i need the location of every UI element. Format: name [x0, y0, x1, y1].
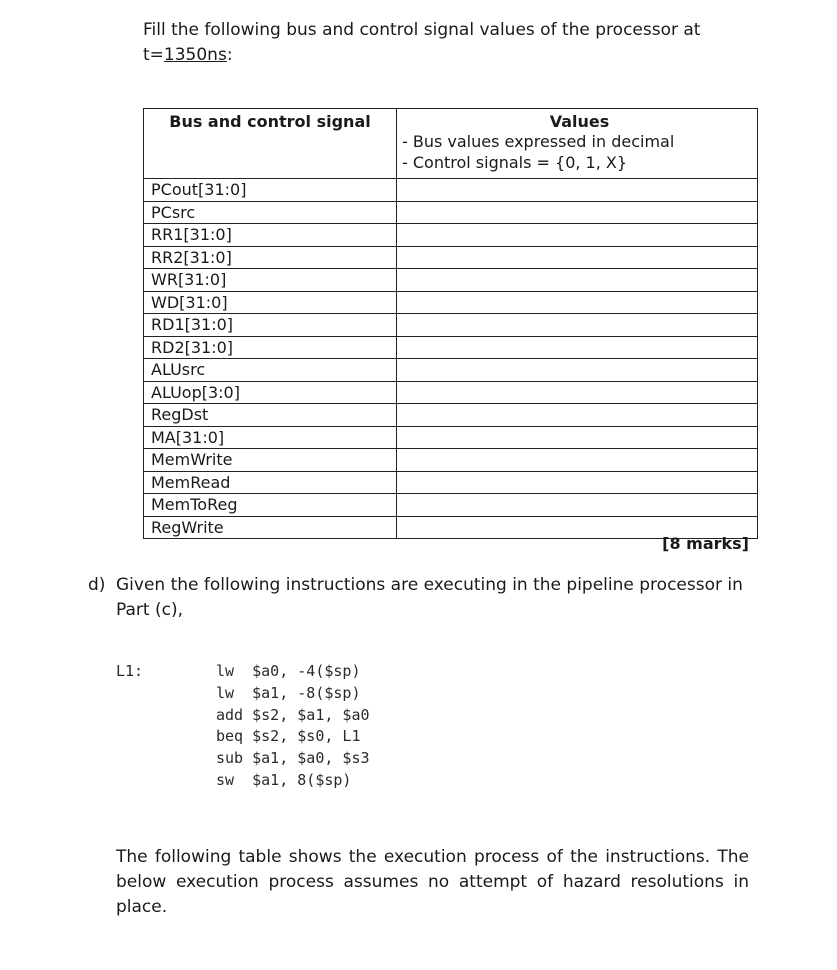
signal-name: RD1[31:0]	[144, 314, 397, 337]
table-row	[144, 179, 758, 202]
outro-text: The following table shows the execution process of the instructions. The below execution process assumes no attempt of hazard resolutions in place.	[116, 847, 749, 917]
signal-name: PCsrc	[144, 201, 397, 224]
signal-rows	[144, 179, 758, 539]
header-signal: Bus and control signal	[144, 109, 397, 179]
signal-value[interactable]	[397, 269, 758, 292]
table-row	[144, 314, 758, 337]
code-line: lw $a0, -4($sp)	[216, 662, 361, 680]
table-row	[144, 269, 758, 292]
signal-value[interactable]	[397, 246, 758, 269]
signal-name: MemWrite	[144, 449, 397, 472]
signal-table	[143, 108, 758, 539]
code-lines	[216, 661, 370, 792]
table-row	[144, 381, 758, 404]
signal-name: RD2[31:0]	[144, 336, 397, 359]
signal-value[interactable]	[397, 449, 758, 472]
header-note-1: - Bus values expressed in decimal	[402, 132, 675, 151]
table-row	[144, 494, 758, 517]
code-block	[116, 661, 370, 792]
signal-value[interactable]	[397, 179, 758, 202]
signal-name: ALUop[3:0]	[144, 381, 397, 404]
signal-value[interactable]	[397, 381, 758, 404]
header-values-cell	[397, 109, 758, 179]
table-row	[144, 404, 758, 427]
time-suffix: :	[226, 45, 233, 65]
header-values: Values	[549, 112, 610, 131]
signal-name: RegDst	[144, 404, 397, 427]
signal-value[interactable]	[397, 494, 758, 517]
signal-name: RegWrite	[144, 516, 397, 539]
time-prefix: t=	[143, 45, 164, 65]
header-note-2: - Control signals = {0, 1, X}	[402, 153, 628, 172]
code-line: add $s2, $a1, $a0	[216, 705, 370, 724]
code-line: lw $a1, -8($sp)	[216, 683, 361, 702]
part-d-letter: d)	[88, 575, 106, 595]
part-d-text: Given the following instructions are executing in the pipeline processor in Part (c),	[116, 575, 743, 620]
signal-value[interactable]	[397, 359, 758, 382]
signal-value[interactable]	[397, 224, 758, 247]
signal-name: WD[31:0]	[144, 291, 397, 314]
marks-label: [8 marks]	[662, 534, 749, 553]
time-value: 1350ns	[163, 45, 227, 65]
code-line: beq $s2, $s0, L1	[216, 727, 361, 746]
signal-value[interactable]	[397, 314, 758, 337]
signal-name: MA[31:0]	[144, 426, 397, 449]
signal-name: RR2[31:0]	[144, 246, 397, 269]
table-row	[144, 291, 758, 314]
signal-name: RR1[31:0]	[144, 224, 397, 247]
part-d	[88, 573, 749, 623]
signal-value[interactable]	[397, 404, 758, 427]
code-line: sub $a1, $a0, $s3	[216, 749, 370, 768]
table-row	[144, 246, 758, 269]
table-row	[144, 336, 758, 359]
table-row	[144, 449, 758, 472]
intro-text: Fill the following bus and control signal values of the processor at	[143, 20, 701, 40]
signal-value[interactable]	[397, 201, 758, 224]
table-row	[144, 359, 758, 382]
code-line: sw $a1, 8($sp)	[216, 770, 352, 789]
signal-value[interactable]	[397, 291, 758, 314]
signal-name: MemRead	[144, 471, 397, 494]
code-label: L1:	[116, 662, 144, 680]
table-row	[144, 471, 758, 494]
signal-value[interactable]	[397, 471, 758, 494]
table-header-row	[144, 109, 758, 179]
table-row	[144, 224, 758, 247]
table-row	[144, 201, 758, 224]
signal-value[interactable]	[397, 336, 758, 359]
question-intro	[143, 18, 749, 68]
signal-name: MemToReg	[144, 494, 397, 517]
table-row	[144, 426, 758, 449]
signal-name: PCout[31:0]	[144, 179, 397, 202]
signal-name: WR[31:0]	[144, 269, 397, 292]
signal-value[interactable]	[397, 426, 758, 449]
signal-name: ALUsrc	[144, 359, 397, 382]
